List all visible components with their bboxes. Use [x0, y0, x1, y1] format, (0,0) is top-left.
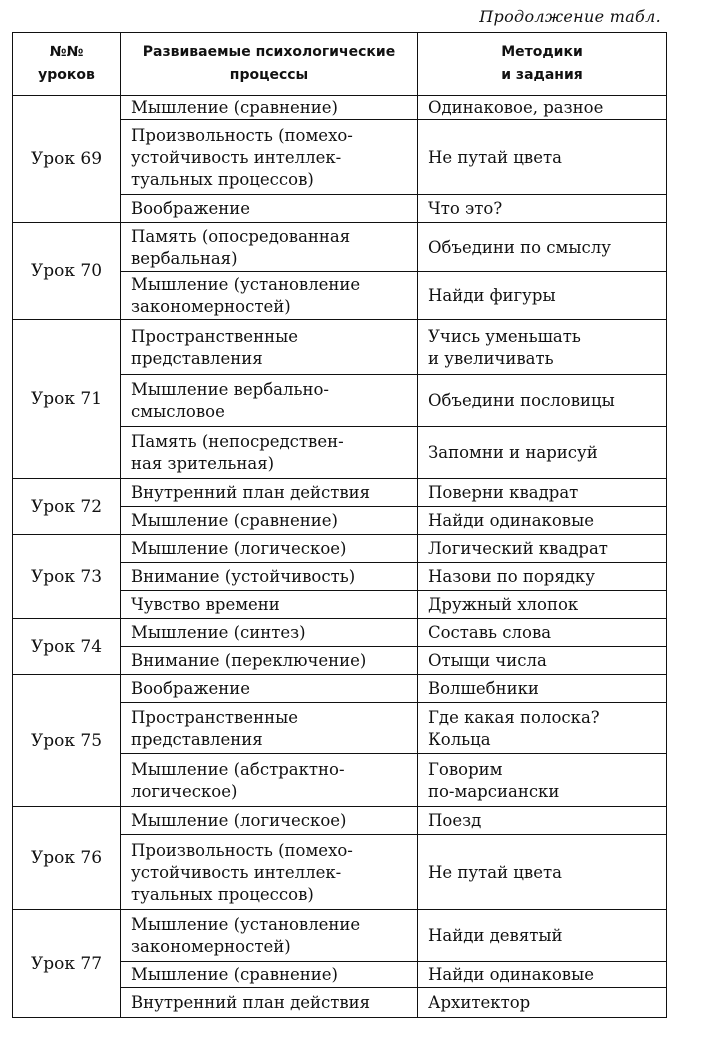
method-cell: Найди девятый — [418, 910, 667, 962]
lesson-number-cell: Урок 71 — [13, 320, 121, 479]
table-row — [13, 675, 667, 703]
method-cell: Не путай цвета — [418, 835, 667, 910]
lesson-number-cell: Урок 72 — [13, 479, 121, 535]
header-lesson-number-line2: уроков — [38, 67, 95, 83]
process-cell: Мышление (сравнение) — [121, 96, 418, 120]
method-cell: Найди одинаковые — [418, 962, 667, 988]
method-cell: Найди одинаковые — [418, 507, 667, 535]
process-cell: Мышление (абстрактно- логическое) — [121, 754, 418, 807]
table-header-row — [13, 33, 667, 96]
method-cell: Говорим по-марсиански — [418, 754, 667, 807]
method-cell: Архитектор — [418, 988, 667, 1018]
method-cell: Назови по порядку — [418, 563, 667, 591]
lesson-number-cell: Урок 74 — [13, 619, 121, 675]
process-cell: Мышление вербально- смысловое — [121, 375, 418, 427]
table-row — [13, 619, 667, 647]
process-cell: Мышление (установление закономерностей) — [121, 272, 418, 320]
method-cell: Логический квадрат — [418, 535, 667, 563]
method-cell: Что это? — [418, 195, 667, 223]
header-processes — [121, 33, 418, 96]
header-methods-line2: и задания — [501, 67, 583, 83]
process-cell: Пространственные представления — [121, 320, 418, 375]
method-cell: Поверни квадрат — [418, 479, 667, 507]
table-continuation-label: Продолжение табл. — [479, 7, 661, 26]
header-lesson-number-line1: №№ — [49, 44, 84, 60]
method-cell: Где какая полоска? Кольца — [418, 703, 667, 754]
process-cell: Пространственные представления — [121, 703, 418, 754]
table-row — [13, 320, 667, 375]
process-cell: Мышление (логическое) — [121, 807, 418, 835]
process-cell: Внутренний план действия — [121, 479, 418, 507]
process-cell: Внимание (переключение) — [121, 647, 418, 675]
table-body — [13, 96, 667, 1018]
method-cell: Дружный хлопок — [418, 591, 667, 619]
method-cell: Волшебники — [418, 675, 667, 703]
method-cell: Найди фигуры — [418, 272, 667, 320]
process-cell: Произвольность (помехо- устойчивость интеллек- туальных процессов) — [121, 120, 418, 195]
process-cell: Мышление (сравнение) — [121, 507, 418, 535]
process-cell: Произвольность (помехо- устойчивость интеллек- туальных процессов) — [121, 835, 418, 910]
table-row — [13, 96, 667, 120]
process-cell: Мышление (логическое) — [121, 535, 418, 563]
header-processes-line2: процессы — [229, 67, 309, 83]
lesson-number-cell: Урок 77 — [13, 910, 121, 1018]
header-methods — [418, 33, 667, 96]
method-cell: Не путай цвета — [418, 120, 667, 195]
lesson-number-cell: Урок 76 — [13, 807, 121, 910]
process-cell: Память (опосредованная вербальная) — [121, 223, 418, 272]
table-row — [13, 479, 667, 507]
process-cell: Память (непосредствен- ная зрительная) — [121, 427, 418, 479]
header-methods-line1: Методики — [501, 44, 583, 60]
method-cell: Учись уменьшать и увеличивать — [418, 320, 667, 375]
method-cell: Отыщи числа — [418, 647, 667, 675]
process-cell: Чувство времени — [121, 591, 418, 619]
header-processes-line1: Развиваемые психологические — [142, 44, 396, 60]
process-cell: Мышление (сравнение) — [121, 962, 418, 988]
method-cell: Объедини пословицы — [418, 375, 667, 427]
method-cell: Поезд — [418, 807, 667, 835]
process-cell: Внимание (устойчивость) — [121, 563, 418, 591]
lesson-number-cell: Урок 75 — [13, 675, 121, 807]
process-cell: Воображение — [121, 675, 418, 703]
process-cell: Мышление (синтез) — [121, 619, 418, 647]
process-cell: Внутренний план действия — [121, 988, 418, 1018]
lesson-number-cell: Урок 73 — [13, 535, 121, 619]
process-cell: Мышление (установление закономерностей) — [121, 910, 418, 962]
lesson-number-cell: Урок 69 — [13, 96, 121, 223]
header-lesson-number — [13, 33, 121, 96]
method-cell: Объедини по смыслу — [418, 223, 667, 272]
method-cell: Составь слова — [418, 619, 667, 647]
lessons-table — [12, 32, 667, 1018]
lesson-number-cell: Урок 70 — [13, 223, 121, 320]
method-cell: Одинаковое, разное — [418, 96, 667, 120]
table-row — [13, 223, 667, 272]
table-row — [13, 910, 667, 962]
process-cell: Воображение — [121, 195, 418, 223]
method-cell: Запомни и нарисуй — [418, 427, 667, 479]
table-row — [13, 535, 667, 563]
table-row — [13, 807, 667, 835]
